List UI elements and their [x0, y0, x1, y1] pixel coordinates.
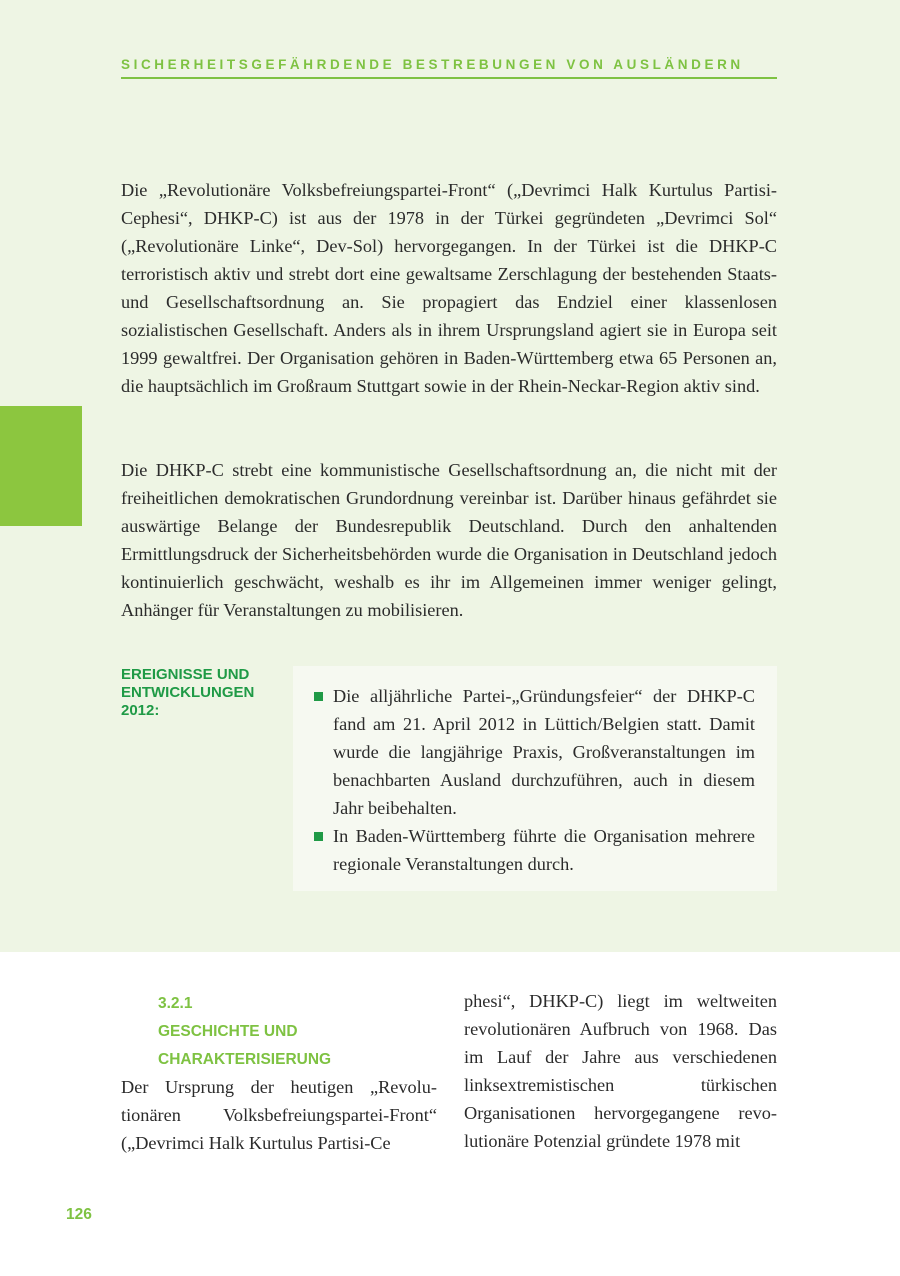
- paragraph-text: Die „Revolutionäre Volksbefreiungspartei-Front“ („Devrimci Halk Kurtulus Partisi-Cephesi“, DHKP-C) ist aus der 1978 in der Türkei gegründeten „Devrimci Sol“ („Revolutionäre Linke“, Dev-Sol) hervorgegangen. In der Türkei ist die DHKP-C terroristisch aktiv und strebt dort eine gewaltsame Zerschlagung der bestehenden Staats- und Gesellschaftsordnung an. Sie propagiert das Endziel einer klassenlosen sozialistischen Gesellschaft. Anders als in ihrem Ursprungsland agiert sie in Europa seit 1999 gewaltfrei. Der Organisation gehören in Baden-Württemberg etwa 65 Personen an, die hauptsächlich im Großraum Stuttgart sowie in der Rhein-Neckar-Region aktiv sind.: [121, 180, 777, 396]
- left-column: [121, 1073, 437, 1157]
- list-item: [333, 682, 755, 822]
- events-box: [293, 666, 777, 891]
- section-title-line: CHARAKTERISIERUNG: [158, 1051, 332, 1068]
- events-label-line: ENTWICKLUNGEN: [121, 684, 255, 701]
- square-bullet-icon: [314, 832, 323, 841]
- right-column: [464, 987, 777, 1155]
- square-bullet-icon: [314, 692, 323, 701]
- events-label-line: 2012:: [121, 702, 160, 719]
- paragraph-text: Die DHKP-C strebt eine kommunistische Gesellschaftsordnung an, die nicht mit der freiheitlichen demokratischen Grundordnung vereinbar ist. Darüber hinaus gefährdet sie auswärtige Belange der Bundesrepublik Deutschland. Durch den anhaltenden Ermittlungsdruck der Sicherheitsbehörden wurde die Organisation in Deutschland jedoch kontinuierlich geschwächt, weshalb es ihr im Allgemeinen immer weniger gelingt, Anhänger für Veranstaltungen zu mobilisieren.: [121, 460, 777, 620]
- events-label-line: EREIGNISSE UND: [121, 666, 250, 683]
- body-paragraph-1: [121, 176, 777, 400]
- running-header: SICHERHEITSGEFÄHRDENDE BESTREBUNGEN VON AUSLÄNDERN: [121, 57, 744, 72]
- section-number: 3.2.1: [158, 995, 193, 1012]
- list-item-text: In Baden-Württemberg führte die Organisation mehrere regionale Veranstaltungen durch.: [333, 826, 755, 874]
- page-number: 126: [66, 1206, 92, 1223]
- list-item-text: Die alljährliche Partei-„Gründungsfeier“ der DHKP-C fand am 21. April 2012 in Lüttich/Belgien statt. Damit wurde die langjährige Praxis, Großveranstaltungen im benachbarten Ausland durchzuführen, auch in diesem Jahr beibehalten.: [333, 686, 755, 818]
- body-paragraph-2: [121, 456, 777, 624]
- events-list: [293, 666, 777, 878]
- chapter-side-tab: [0, 406, 82, 526]
- header-rule: [121, 77, 777, 79]
- events-label: [121, 666, 286, 720]
- right-column-text: phesi“, DHKP-C) liegt im weltweiten revolutionären Aufbruch von 1968. Das im Lauf der Jahre aus verschiedenen linksextremistischen türkischen Organisationen hervorgegangene revolutionäre Potenzial gründete 1978 mit: [464, 991, 777, 1151]
- list-item: [333, 822, 755, 878]
- section-title-line: GESCHICHTE UND: [158, 1023, 298, 1040]
- left-column-text: Der Ursprung der heutigen „Revolutionären Volksbefreiungspartei-Front“ („Devrimci Halk Kurtulus Partisi-Ce: [121, 1077, 437, 1153]
- section-heading: [158, 990, 438, 1074]
